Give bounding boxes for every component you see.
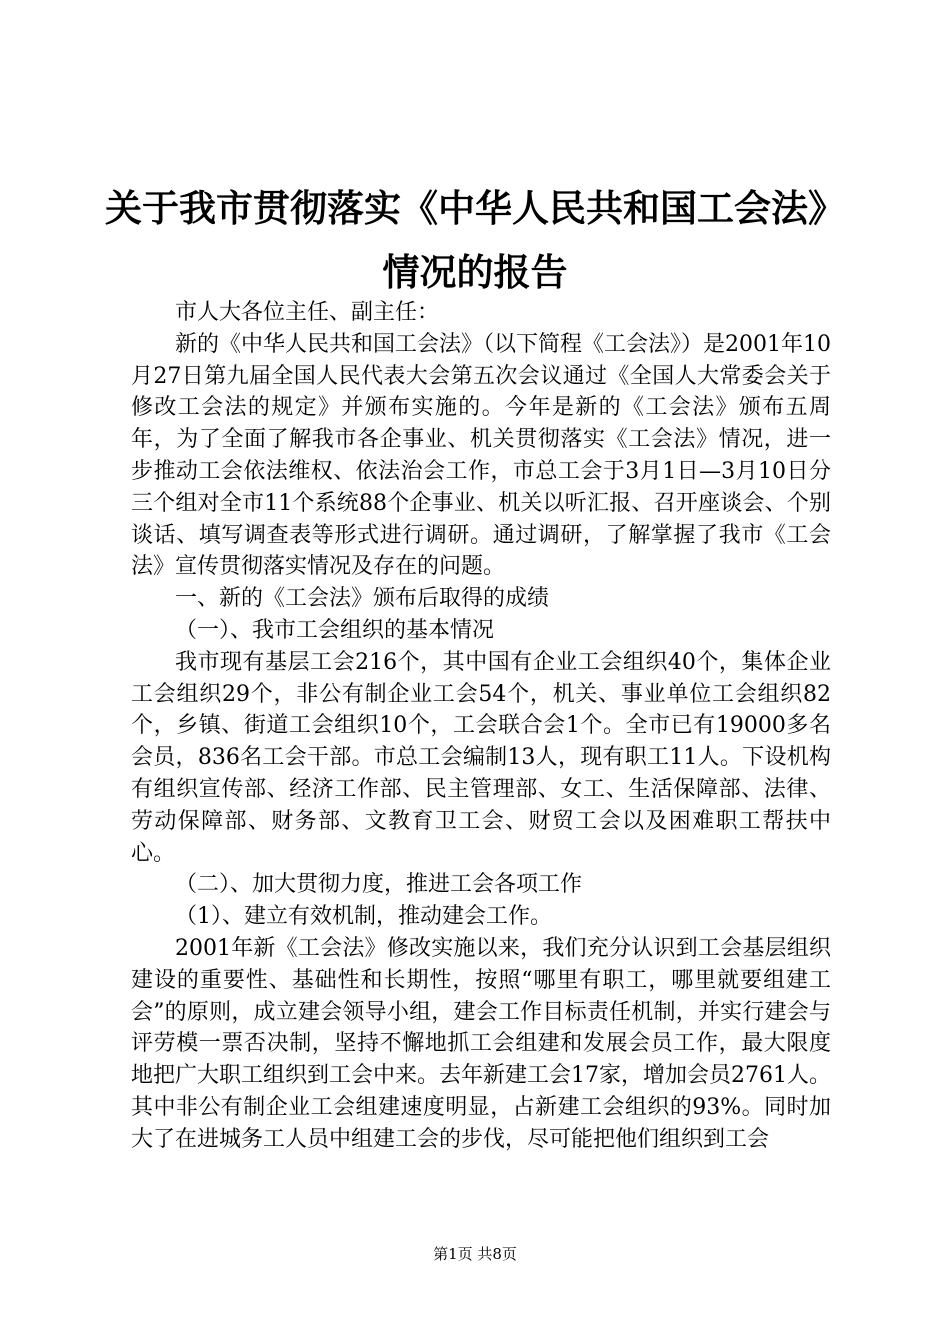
- document-title-line-1: 关于我市贯彻落实《中华人民共和国工会法》: [105, 186, 845, 230]
- section-heading-1: 一、新的《工会法》颁布后取得的成绩: [175, 586, 550, 612]
- subsection-heading-2: （二）、加大贯彻力度，推进工会各项工作: [175, 872, 583, 898]
- page-number-footer: 第1页 共8页: [433, 1245, 517, 1263]
- subsection-heading-1: （一）、我市工会组织的基本情况: [175, 617, 495, 643]
- item-heading-1: （1）、建立有效机制，推动建会工作。: [175, 904, 552, 930]
- document-title-line-2: 情况的报告: [382, 250, 568, 294]
- document-body: [131, 297, 831, 1156]
- salutation: 市人大各位主任、副主任：: [175, 300, 440, 325]
- intro-paragraph: 新的《中华人民共和国工会法》（以下简程《工会法》）是2001年10月27日第九届全国人民代表大会第五次会议通过《全国人大常委会关于修改工会法的规定》并颁布实施的。今年是新的《工会法》颁布五周年，为了全面了解我市各企事业、机关贯彻落实《工会法》情况，进一步推动工会依法维权、依法治会工作，市总工会于3月1日—3月10日分三个组对全市11个系统88个企事业、机关以听汇报、召开座谈会、个别谈话、填写调查表等形式进行调研。通过调研，了解掌握了我市《工会法》宣传贯彻落实情况及存在的问题。: [131, 331, 831, 580]
- body-paragraph: 2001年新《工会法》修改实施以来，我们充分认识到工会基层组织建设的重要性、基础性和长期性，按照“哪里有职工，哪里就要组建工会”的原则，成立建会领导小组，建会工作目标责任机制，并实行建会与评劳模一票否决制，坚持不懈地抓工会组建和发展会员工作，最大限度地把广大职工组织到工会中来。去年新建工会17家，增加会员2761人。其中非公有制企业工会组建速度明显，占新建工会组织的93%。同时加大了在进城务工人员中组建工会的步伐，尽可能把他们组织到工会: [131, 935, 831, 1152]
- body-paragraph: 我市现有基层工会216个，其中国有企业工会组织40个，集体企业工会组织29个，非公有制企业工会54个，机关、事业单位工会组织82个，乡镇、街道工会组织10个，工会联合会1个。全市已有19000多名会员，836名工会干部。市总工会编制13人，现有职工11人。下设机构有组织宣传部、经济工作部、民主管理部、女工、生活保障部、法律、劳动保障部、财务部、文教育卫工会、财贸工会以及困难职工帮扶中心。: [131, 649, 831, 866]
